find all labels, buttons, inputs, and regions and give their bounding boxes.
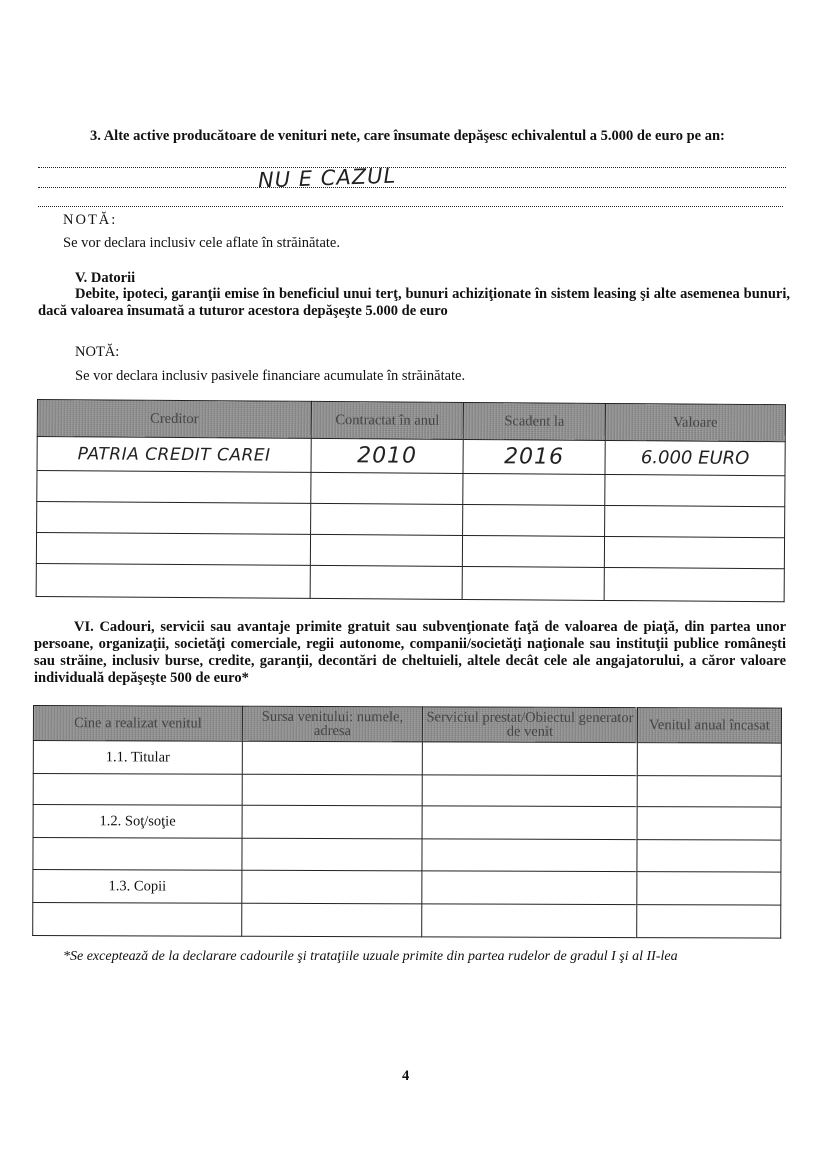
cell [311,503,463,535]
cell [310,534,462,566]
table-row [33,838,781,873]
header-due-date: Scadent la [463,402,605,440]
cell [37,502,311,535]
section-5-description: Debite, ipoteci, garanţii emise în beneficiul unui terţ, bunuri achiziţionate în sistem leasing şi alte asemenea bunuri, dacă valoarea însumată a tuturor acestora depăşeşte 5.000 de euro [38,286,790,319]
answer-line-2 [38,186,786,188]
cell-value: 6.000 EURO [605,440,785,475]
cell [422,839,637,872]
cell [604,536,784,568]
header-service-provided: Serviciul prestat/Obiectul generator de venit [422,707,637,743]
table-row [36,533,784,569]
section-5-heading: V. Datorii [75,270,136,286]
table-row [37,502,785,538]
cell [242,774,422,806]
cell [33,903,242,937]
cell [422,775,637,807]
cell [242,870,422,904]
cell [605,474,785,506]
cell [637,807,781,841]
debts-table [36,399,786,602]
cell [637,743,781,777]
table-row [33,805,781,841]
cell [311,472,463,504]
cell [422,806,637,840]
cell-titular: 1.1. Titular [33,741,242,775]
footnote: *Se exceptează de la declarare cadourile şi trataţiile uzuale primite din partea rudelor de gradul I şi al II-lea [63,949,678,964]
cell [463,473,605,505]
cell [33,838,242,871]
cell-creditor: PATRIA CREDIT CAREI [37,437,311,473]
table-row [37,437,785,476]
cell [242,838,422,871]
header-creditor: Creditor [37,400,311,439]
cell [422,742,637,776]
handwritten-answer: NU E CAZUL [257,163,397,193]
cell [36,563,310,598]
table-row [33,870,781,906]
table-row [33,774,781,808]
cell [422,871,637,905]
cell-contracted-year: 2010 [311,438,463,473]
section-6-description: VI. Cadouri, servicii sau avantaje primite gratuit sau subvenţionate faţă de valoarea de piaţă, din partea unor persoane, organizaţii, societăţi comerciale, regii autonome, companii/societăţi naţionale sau instituţii publice româneşti sau străine, inclusiv burse, credite, garanţii, decontări de cheltuieli, altele decât cele ale angajatorului, a căror valoare individuală depăşeşte 500 de euro* [34,619,786,686]
gifts-table [32,705,782,939]
cell [605,505,785,537]
section-3-note-label: NOTĂ: [63,212,118,228]
header-income-source: Sursa venitului: numele, adresa [242,706,422,742]
cell [242,805,422,839]
cell [604,567,784,601]
cell-spouse: 1.2. Soţ/soţie [33,805,242,839]
cell [36,533,310,566]
cell [422,904,637,938]
table-row [37,471,785,507]
table-row [33,903,781,939]
cell [242,903,422,937]
table-row [33,741,781,777]
section-5-note-label: NOTĂ: [75,344,120,360]
debts-table-header [37,400,785,442]
table-row [36,563,784,601]
gifts-table-header [33,706,781,744]
answer-line-3 [38,205,783,207]
cell [462,535,604,567]
header-who-earned: Cine a realizat venitul [33,706,242,742]
cell [33,774,242,806]
cell [242,741,422,775]
section-3-note-text: Se vor declara inclusiv cele aflate în străinătate. [63,235,340,251]
cell [637,905,781,939]
cell [637,872,781,906]
cell [462,566,604,600]
section-3-title: 3. Alte active producătoare de venituri nete, care însumate depăşesc echivalentul a 5.000 de euro pe an: [90,128,725,144]
header-annual-income: Venitul anual încasat [637,708,781,744]
section-5-note-text: Se vor declara inclusiv pasivele financiare acumulate în străinătate. [75,368,466,384]
cell-due-date: 2016 [463,439,605,474]
cell [637,776,781,808]
cell [310,565,462,599]
answer-line-1 [38,166,786,168]
page-number: 4 [402,1068,410,1084]
cell [37,471,311,504]
cell-children: 1.3. Copii [33,870,242,904]
cell [637,840,781,873]
header-value: Valoare [605,403,785,441]
header-contracted-year: Contractat în anul [311,401,463,439]
cell [463,504,605,536]
